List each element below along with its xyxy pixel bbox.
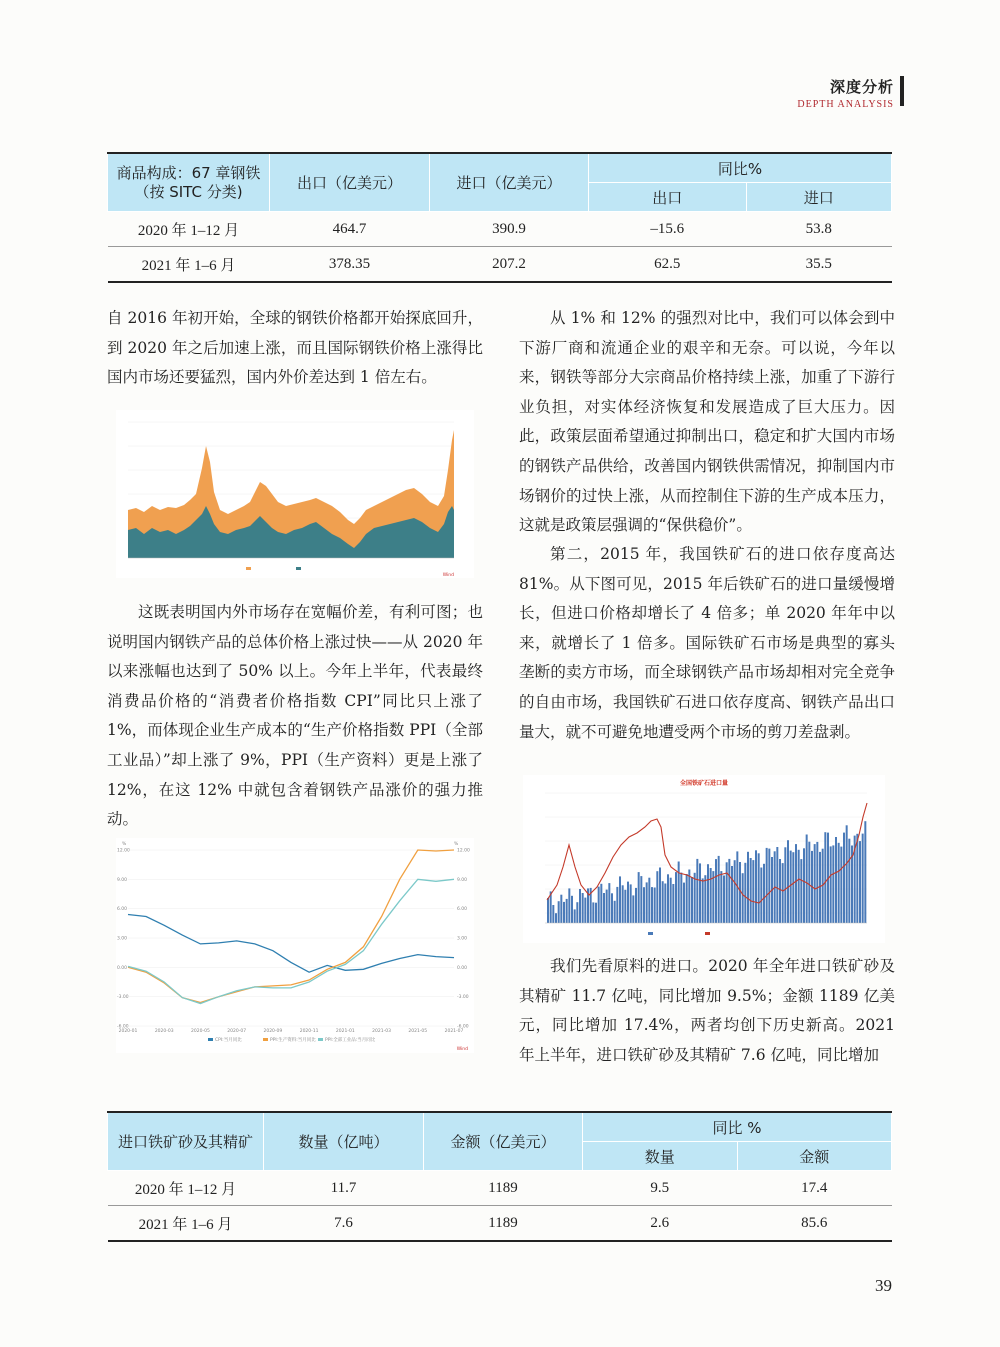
- volume-bar: [662, 881, 664, 923]
- volume-bar: [824, 832, 826, 923]
- volume-bar: [582, 893, 584, 923]
- table-cell: 7.6: [264, 1206, 424, 1242]
- volume-bar: [718, 856, 720, 923]
- volume-bar: [651, 887, 653, 923]
- table-header: 出口（亿美元）: [270, 153, 430, 212]
- volume-bar: [710, 868, 712, 923]
- volume-bar: [808, 842, 810, 923]
- volume-bar: [627, 882, 629, 923]
- volume-bar: [838, 843, 840, 923]
- section-header: [797, 76, 894, 110]
- volume-bar: [640, 876, 642, 923]
- volume-bar: [779, 859, 781, 923]
- volume-bar: [702, 878, 704, 923]
- table-header: 数量（亿吨）: [264, 1112, 424, 1171]
- table-header: 同比 %: [583, 1112, 892, 1142]
- volume-bar: [619, 876, 621, 923]
- paragraph: 自 2016 年初开始，全球的钢铁价格都开始探底回升，到 2020 年之后加速上涨，而且国际钢铁价格上涨得比国内市场还要猛烈，国内外价差达到 1 倍左右。: [107, 309, 483, 387]
- volume-bar: [688, 870, 690, 924]
- unit-right: %: [454, 842, 459, 847]
- cpi-ppi-chart: [116, 838, 474, 1053]
- section-title-en: DEPTH ANALYSIS: [797, 99, 894, 110]
- x-tick-label: 2020-05: [191, 1029, 210, 1034]
- volume-bar: [678, 862, 680, 924]
- volume-bar: [654, 888, 656, 924]
- paragraph: 从 1% 和 12% 的强烈对比中，我们可以体会到中下游厂商和流通企业的艰辛和无奈。可以说，今年以来，钢铁等部分大宗商品价格持续上涨，加重了下游行业负担，对实体经济恢复和发展造成了巨大压力。因此，政策层面希望通过抑制出口，稳定和扩大国内市场的钢铁产品供给，改善国内钢铁供需情况，抑制国内市场钢价的过快上涨，从而控制住下游的生产成本压力，这就是政策层强调的“保供稳价”。: [519, 309, 895, 535]
- table-cell: 17.4: [737, 1171, 892, 1206]
- legend-swatch: [318, 1038, 323, 1041]
- y-tick-label: 6.00: [117, 907, 128, 913]
- volume-bar: [616, 887, 618, 923]
- volume-bar: [723, 876, 725, 924]
- volume-bar: [622, 885, 624, 923]
- volume-bar: [782, 863, 784, 923]
- volume-bar: [566, 899, 568, 923]
- volume-bar: [726, 862, 728, 923]
- legend-swatch: [263, 1038, 268, 1041]
- volume-bar: [699, 863, 701, 923]
- table-cell: 2020 年 1–12 月: [108, 212, 270, 247]
- x-tick-label: 2020-01: [118, 1029, 138, 1034]
- paragraph: 我们先看原料的进口。2020 年全年进口铁矿砂及其精矿 11.7 亿吨，同比增加 9.5%；金额 1189 亿美元，同比增加 17.4%，两者均创下历史新高。2021 年上半年，进口铁矿砂及其精矿 7.6 亿吨，同比增加: [519, 957, 895, 1064]
- y-tick-label: 12.00: [117, 848, 130, 854]
- chart-title: 全国铁矿石进口量: [679, 780, 729, 787]
- volume-bar: [672, 884, 674, 923]
- y-tick-label: 3.00: [117, 936, 128, 942]
- table-cell: 1189: [424, 1171, 583, 1206]
- table-header: 进口铁矿砂及其精矿: [108, 1112, 264, 1171]
- volume-bar: [595, 903, 597, 923]
- y-tick-label-right: -6.00: [457, 1024, 469, 1030]
- table-row: [108, 1171, 892, 1206]
- volume-bar: [643, 887, 645, 923]
- table-cell: 2021 年 1–6 月: [108, 247, 270, 283]
- volume-bar: [624, 890, 626, 923]
- x-tick-label: 2021-01: [335, 1029, 355, 1034]
- legend-label: PPI:全部工业品:当月同比: [325, 1038, 376, 1043]
- volume-bar: [675, 872, 677, 923]
- volume-bar: [707, 864, 709, 923]
- volume-bar: [734, 860, 736, 923]
- volume-bar: [792, 852, 794, 923]
- volume-bar: [846, 825, 848, 923]
- volume-bar: [766, 848, 768, 923]
- table-row: [108, 212, 892, 247]
- volume-bar: [763, 864, 765, 923]
- table-header: 商品构成：67 章钢铁（按 SITC 分类): [108, 153, 270, 212]
- volume-bar: [859, 841, 861, 923]
- volume-bar: [659, 868, 661, 924]
- iron-ore-table: [107, 1111, 892, 1242]
- table-cell: –15.6: [589, 212, 747, 247]
- volume-bar: [696, 859, 698, 923]
- volume-bar: [547, 898, 549, 923]
- y-tick-label-right: -3.00: [457, 995, 469, 1001]
- volume-bar: [630, 884, 632, 923]
- volume-bar: [686, 874, 688, 923]
- table-cell: 53.8: [746, 212, 891, 247]
- table-cell: 9.5: [583, 1171, 738, 1206]
- volume-bar: [790, 851, 792, 923]
- table-cell: 207.2: [430, 247, 589, 283]
- volume-bar: [800, 859, 802, 923]
- table-header: 出口: [589, 183, 747, 212]
- volume-bar: [755, 850, 757, 923]
- x-tick-label: 2020-03: [154, 1029, 174, 1034]
- table-header: 金额（亿美元）: [424, 1112, 583, 1171]
- volume-bar: [862, 834, 864, 923]
- volume-bar: [555, 913, 557, 923]
- table-cell: 378.35: [270, 247, 430, 283]
- volume-bar: [598, 887, 600, 923]
- table-header: 进口（亿美元）: [430, 153, 589, 212]
- volume-bar: [638, 872, 640, 923]
- volume-bar: [552, 905, 554, 923]
- volume-bar: [632, 895, 634, 923]
- volume-bar: [592, 902, 594, 923]
- volume-bar: [856, 834, 858, 923]
- steel-price-chart: [116, 410, 474, 578]
- volume-bar: [600, 884, 602, 923]
- paragraph: 这既表明国内外市场存在宽幅价差，有利可图；也说明国内钢铁产品的总体价格上涨过快——从 2020 年以来涨幅也达到了 50% 以上。今年上半年，代表最终消费品价格的“消费者价格指数 CPI”同比只上涨了 1%，而体现企业生产成本的“生产价格指数 PPI（全部工业品）”却上涨了 9%，PPI（生产资料）更是上涨了 12%，在这 12% 中就包含着钢铁产品涨价的强力推动。: [107, 603, 483, 829]
- volume-bar: [574, 909, 576, 923]
- volume-bar: [558, 901, 560, 923]
- volume-bar: [744, 863, 746, 923]
- volume-bar: [560, 895, 562, 923]
- volume-bar: [606, 890, 608, 923]
- volume-bar: [768, 849, 770, 923]
- table-cell: 464.7: [270, 212, 430, 247]
- paragraph: 第二，2015 年，我国铁矿石的进口依存度高达 81%。从下图可见，2015 年后铁矿石的进口量缓慢增长，但进口价格却增长了 4 倍多；单 2020 年年中以来，就增长了 1 倍多。国际铁矿石市场是典型的寡头垄断的卖方市场，而全球钢铁产品市场却相对完全竞争的自由市场，我国铁矿石进口依存度高、钢铁产品出口量大，就不可避免地遭受两个市场的剪刀差盘剥。: [519, 545, 895, 741]
- volume-bar: [670, 878, 672, 923]
- volume-bar: [798, 850, 800, 923]
- volume-bar: [646, 882, 648, 923]
- x-tick-label: 2021-03: [372, 1029, 391, 1034]
- section-title: 深度分析: [829, 78, 894, 96]
- volume-bar: [584, 898, 586, 923]
- steel-trade-table: [107, 152, 892, 283]
- volume-bar: [816, 842, 818, 923]
- volume-bar: [712, 871, 714, 923]
- volume-bar: [656, 871, 658, 923]
- volume-bar: [747, 852, 749, 923]
- y-tick-label: -6.00: [117, 1024, 129, 1030]
- table-header: 同比%: [589, 153, 892, 183]
- legend-swatch-dom: [296, 567, 301, 570]
- volume-bar: [758, 853, 760, 923]
- volume-bar: [704, 875, 706, 923]
- volume-bar: [728, 859, 730, 923]
- volume-bar: [563, 902, 565, 923]
- volume-bar: [835, 837, 837, 923]
- volume-bar: [840, 847, 842, 923]
- x-tick-label: 2020-09: [263, 1029, 283, 1034]
- table-cell: 85.6: [737, 1206, 892, 1242]
- legend-label: CPI:当月同比: [215, 1038, 242, 1043]
- chart-source: Wind: [456, 1047, 468, 1052]
- volume-bar: [603, 893, 605, 923]
- volume-bar: [776, 847, 778, 923]
- unit-left: %: [122, 842, 127, 847]
- volume-bar: [667, 874, 669, 923]
- y-tick-label-right: 12.00: [457, 848, 470, 854]
- legend-swatch-price: [705, 932, 710, 935]
- table-cell: 2.6: [583, 1206, 738, 1242]
- volume-bar: [731, 866, 733, 923]
- volume-bar: [635, 888, 637, 923]
- volume-bar: [864, 821, 866, 923]
- table-cell: 35.5: [746, 247, 891, 283]
- volume-bar: [571, 896, 573, 923]
- y-tick-label: -3.00: [117, 995, 129, 1001]
- table-row: [108, 247, 892, 283]
- volume-bar: [830, 846, 832, 923]
- volume-bar: [715, 859, 717, 923]
- volume-bar: [752, 860, 754, 923]
- volume-bar: [760, 868, 762, 924]
- y-tick-label-right: 3.00: [457, 936, 468, 942]
- iron-ore-import-chart: [523, 775, 885, 943]
- volume-bar: [683, 883, 685, 923]
- volume-bar: [750, 858, 752, 923]
- volume-bar: [691, 877, 693, 923]
- legend-swatch: [208, 1038, 213, 1041]
- x-tick-label: 2020-07: [227, 1029, 247, 1034]
- x-tick-label: 2021-07: [444, 1029, 464, 1034]
- volume-bar: [787, 840, 789, 923]
- volume-bar: [648, 878, 650, 923]
- legend-label: PPI:生产资料:当月同比: [270, 1038, 316, 1043]
- table-cell: 11.7: [264, 1171, 424, 1206]
- volume-bar: [784, 847, 786, 923]
- volume-bar: [848, 839, 850, 923]
- x-tick-label: 2020-11: [299, 1029, 319, 1034]
- volume-bar: [568, 888, 570, 923]
- volume-bar: [614, 901, 616, 923]
- y-tick-label-right: 9.00: [457, 877, 468, 883]
- table-header: 金额: [737, 1142, 892, 1171]
- page-number: 39: [875, 1276, 892, 1295]
- volume-bar: [611, 893, 613, 923]
- table-cell: 2020 年 1–12 月: [108, 1171, 264, 1206]
- table-cell: 2021 年 1–6 月: [108, 1206, 264, 1242]
- volume-bar: [694, 873, 696, 923]
- volume-bar: [806, 835, 808, 924]
- table-cell: 390.9: [430, 212, 589, 247]
- volume-bar: [814, 844, 816, 923]
- y-tick-label-right: 0.00: [457, 965, 468, 971]
- volume-bar: [843, 833, 845, 923]
- table-cell: 62.5: [589, 247, 747, 283]
- volume-bar: [742, 873, 744, 923]
- volume-bar: [832, 845, 834, 923]
- header-bar: [900, 76, 904, 106]
- table-cell: 1189: [424, 1206, 583, 1242]
- chart-source: Wind: [442, 573, 454, 578]
- volume-bar: [576, 902, 578, 923]
- volume-bar: [664, 884, 666, 924]
- volume-bar: [720, 871, 722, 923]
- volume-bar: [608, 883, 610, 923]
- y-tick-label: 9.00: [117, 877, 128, 883]
- volume-bar: [680, 873, 682, 923]
- volume-bar: [803, 848, 805, 923]
- table-header: 数量: [583, 1142, 738, 1171]
- legend-swatch-intl: [246, 567, 251, 570]
- legend-swatch-volume: [648, 932, 653, 935]
- volume-bar: [579, 889, 581, 923]
- table-row: [108, 1206, 892, 1242]
- y-tick-label: 0.00: [117, 965, 128, 971]
- y-tick-label-right: 6.00: [457, 907, 468, 913]
- table-header: 进口: [746, 183, 891, 212]
- volume-bar: [795, 844, 797, 923]
- x-tick-label: 2021-05: [408, 1029, 428, 1034]
